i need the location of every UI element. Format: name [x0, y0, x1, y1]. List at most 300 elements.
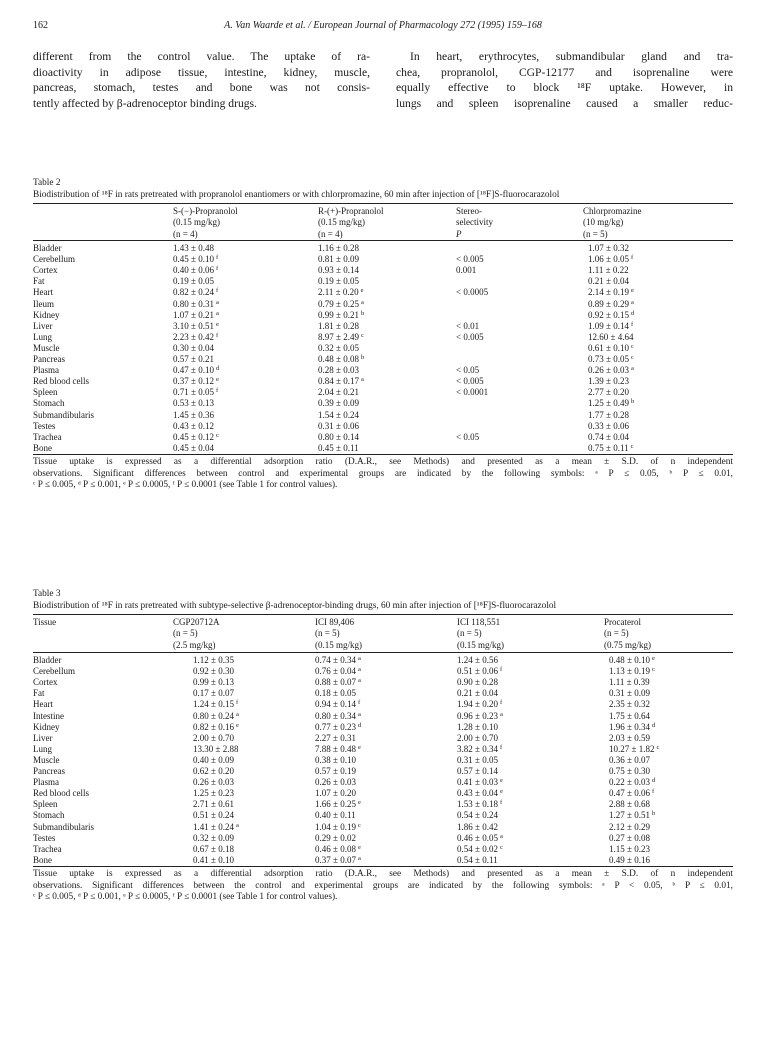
significance-marker: e — [357, 799, 361, 807]
value-cell: 0.81 ± 0.09 — [318, 254, 359, 265]
tissue-cell: Ileum — [33, 298, 54, 309]
table-row — [33, 310, 733, 321]
p-value-cell: 0.001 — [456, 265, 477, 276]
value-cell: 0.77 ± 0.23 $^d$ — [315, 721, 362, 732]
significance-marker: e — [235, 721, 239, 729]
table-row — [33, 788, 733, 799]
table-row — [33, 777, 733, 788]
p-value-cell: < 0.05 — [456, 365, 480, 376]
table-row — [33, 844, 733, 855]
tissue-cell: Heart — [33, 287, 53, 298]
value-cell: 0.51 ± 0.24 — [193, 810, 234, 821]
page-number: 162 — [33, 20, 48, 31]
value-cell: 0.73 ± 0.05 $^c$ — [588, 354, 634, 364]
tissue-cell: Testes — [33, 832, 56, 843]
value-cell: 0.45 ± 0.10 $^f$ — [173, 254, 219, 265]
table-row — [33, 410, 733, 421]
significance-marker: e — [651, 655, 655, 662]
tissue-cell: Fat — [33, 688, 45, 699]
significance-marker: a — [360, 298, 364, 306]
table-row — [33, 376, 733, 387]
value-cell: 1.54 ± 0.24 — [318, 409, 359, 420]
value-cell: 7.88 ± 0.48 $^e$ — [315, 743, 361, 754]
significance-marker: e — [357, 843, 361, 851]
body-line: tently affected by β-adrenoceptor binding drugs. — [33, 96, 257, 110]
value-cell: 0.74 ± 0.34 $^a$ — [315, 655, 361, 665]
tissue-cell: Testes — [33, 420, 56, 431]
significance-marker: c — [656, 743, 660, 751]
body-line: equally effective to block ¹⁸F uptake. However, in — [396, 81, 733, 94]
value-cell: 1.96 ± 0.34 $^d$ — [609, 721, 656, 732]
value-cell: 0.33 ± 0.06 — [588, 420, 629, 431]
table-row — [33, 332, 733, 343]
value-cell: 0.41 ± 0.10 — [193, 854, 234, 865]
value-cell: 0.47 ± 0.06 $^f$ — [609, 788, 655, 799]
value-cell: 0.22 ± 0.03 $^d$ — [609, 777, 656, 788]
significance-marker: f — [215, 387, 219, 395]
significance-marker: a — [357, 655, 361, 662]
table-row — [33, 265, 733, 276]
value-cell: 1.45 ± 0.36 — [173, 409, 214, 420]
value-cell: 2.00 ± 0.70 — [457, 732, 498, 743]
value-cell: 0.57 ± 0.14 — [457, 766, 498, 776]
value-cell: 0.61 ± 0.10 $^c$ — [588, 342, 634, 353]
value-cell: 10.27 ± 1.82 $^c$ — [609, 743, 660, 754]
tissue-cell: Trachea — [33, 843, 62, 854]
table-footnote: Tissue uptake is expressed as a differential adsorption ratio (D.A.R., see Methods) and presented as a mean ± S.D. of n independent observations. Significant differences between the control and experimental groups are indicated by the following symbols: ᵃ P < 0.05, ᵇ P ≤ 0.01, ᶜ P ≤ 0.005, ᵈ P ≤ 0.001, ᵉ P ≤ 0.0005, ᶠ P ≤ 0.0001 (see Table 1 for control values). — [33, 869, 733, 903]
value-cell: 0.18 ± 0.05 — [315, 688, 356, 699]
table-row — [33, 276, 733, 287]
table-row — [33, 354, 733, 365]
column-header: ICI 118,551 (n = 5) (0.15 mg/kg) — [457, 617, 504, 650]
tissue-cell: Lung — [33, 331, 52, 342]
significance-marker: f — [630, 320, 634, 328]
tissue-cell: Stomach — [33, 810, 65, 821]
value-cell: 0.38 ± 0.10 — [315, 754, 356, 765]
table-row — [33, 666, 733, 677]
body-line: different from the control value. The uptake of ra- — [33, 50, 370, 63]
significance-marker: a — [357, 666, 361, 674]
p-value-cell: < 0.005 — [456, 254, 484, 265]
value-cell: 0.40 ± 0.09 — [193, 754, 234, 765]
value-cell: 0.92 ± 0.15 $^d$ — [588, 309, 635, 320]
value-cell: 0.90 ± 0.28 — [457, 677, 498, 688]
significance-marker: f — [357, 699, 361, 707]
table-row — [33, 855, 733, 866]
significance-marker: f — [499, 799, 503, 807]
value-cell: 0.19 ± 0.05 — [173, 276, 214, 287]
value-cell: 0.27 ± 0.08 — [609, 832, 650, 843]
value-cell: 0.21 ± 0.04 — [588, 276, 629, 287]
value-cell: 1.28 ± 0.10 — [457, 721, 498, 732]
value-cell: 0.53 ± 0.13 — [173, 398, 214, 409]
value-cell: 0.31 ± 0.05 — [457, 754, 498, 765]
table-body — [33, 241, 733, 454]
value-cell: 2.88 ± 0.68 — [609, 799, 650, 810]
value-cell: 1.11 ± 0.22 — [588, 265, 629, 276]
tissue-cell: Cortex — [33, 265, 58, 276]
table-footnote: Tissue uptake is expressed as a differential adsorption ratio (D.A.R., see Methods) and presented as a mean ± S.D. of n independent observations. Significant differences between control and experimental groups are indicated by the following symbols: ᵃ P ≤ 0.05, ᵇ P ≤ 0.01, ᶜ P ≤ 0.005, ᵈ P ≤ 0.001, ᵉ P ≤ 0.0005, ᶠ P ≤ 0.0001 (see Table 1 for control values). — [33, 457, 733, 491]
table-caption: Biodistribution of ¹⁸F in rats pretreated with subtype-selective β-adrenoceptor-binding drugs, 60 min after injection of [¹⁸F]S-fluorocarazolol — [33, 601, 557, 611]
value-cell: 0.49 ± 0.16 — [609, 854, 650, 865]
significance-marker: c — [215, 431, 219, 439]
p-value-cell: < 0.0001 — [456, 387, 489, 398]
significance-marker: b — [630, 398, 635, 406]
value-cell: 0.51 ± 0.06 $^f$ — [457, 666, 503, 677]
tissue-column-header: Tissue — [33, 617, 57, 627]
table-row — [33, 254, 733, 265]
significance-marker: b — [651, 810, 656, 818]
table-label: Table 3 — [33, 589, 61, 599]
value-cell: 0.80 ± 0.34 $^a$ — [315, 710, 361, 721]
tissue-cell: Bone — [33, 854, 52, 865]
table-row — [33, 421, 733, 432]
table-caption: Biodistribution of ¹⁸F in rats pretreated with propranolol enantiomers or with chlorpromazine, 60 min after injection of [¹⁸F]S-fluorocarazolol — [33, 190, 560, 200]
tissue-cell: Muscle — [33, 342, 60, 353]
value-cell: 2.27 ± 0.31 — [315, 732, 356, 743]
value-cell: 0.74 ± 0.04 — [588, 431, 629, 442]
body-line: lungs and spleen isoprenaline caused a smaller reduc- — [396, 96, 733, 110]
table-row — [33, 432, 733, 443]
column-header: CGP20712A (n = 5) (2.5 mg/kg) — [173, 617, 220, 650]
value-cell: 0.29 ± 0.02 — [315, 832, 356, 843]
table-header — [33, 204, 733, 240]
value-cell: 0.21 ± 0.04 — [457, 688, 498, 699]
value-cell: 0.57 ± 0.19 — [315, 766, 356, 776]
value-cell: 1.24 ± 0.15 $^f$ — [193, 699, 239, 710]
tissue-cell: Pancreas — [33, 354, 65, 364]
value-cell: 2.12 ± 0.29 — [609, 821, 650, 832]
value-cell: 0.39 ± 0.09 — [318, 398, 359, 409]
table-2 — [33, 177, 733, 492]
page-header — [33, 20, 733, 36]
value-cell: 0.48 ± 0.08 $^b$ — [318, 354, 365, 364]
value-cell: 0.48 ± 0.10 $^e$ — [609, 655, 655, 665]
table-bottom-rule — [33, 866, 733, 867]
significance-marker: a — [215, 309, 219, 317]
tissue-cell: Liver — [33, 320, 53, 331]
value-cell: 0.31 ± 0.06 — [318, 420, 359, 431]
value-cell: 0.94 ± 0.14 $^f$ — [315, 699, 361, 710]
p-value-cell: < 0.0005 — [456, 287, 489, 298]
value-cell: 0.96 ± 0.23 $^a$ — [457, 710, 503, 721]
tissue-cell: Cortex — [33, 677, 58, 688]
value-cell: 0.37 ± 0.12 $^e$ — [173, 376, 219, 387]
value-cell: 2.03 ± 0.59 — [609, 732, 650, 743]
significance-marker: f — [499, 699, 503, 707]
value-cell: 0.82 ± 0.24 $^f$ — [173, 287, 219, 298]
value-cell: 1.27 ± 0.51 $^b$ — [609, 810, 656, 821]
value-cell: 1.43 ± 0.48 — [173, 243, 214, 253]
tissue-cell: Cerebellum — [33, 666, 75, 677]
value-cell: 0.99 ± 0.21 $^b$ — [318, 309, 365, 320]
table-row — [33, 299, 733, 310]
value-cell: 8.97 ± 2.49 $^c$ — [318, 331, 364, 342]
tissue-cell: Bone — [33, 442, 52, 453]
significance-marker: b — [360, 309, 365, 317]
column-header: ICI 89,406 (n = 5) (0.15 mg/kg) — [315, 617, 362, 650]
table-row — [33, 810, 733, 821]
value-cell: 2.11 ± 0.20 $^e$ — [318, 287, 364, 298]
value-cell: 0.99 ± 0.13 — [193, 677, 234, 688]
significance-marker: a — [357, 710, 361, 718]
value-cell: 2.35 ± 0.32 — [609, 699, 650, 710]
value-cell: 0.88 ± 0.07 $^a$ — [315, 677, 361, 688]
value-cell: 1.81 ± 0.28 — [318, 320, 359, 331]
significance-marker: c — [630, 342, 634, 350]
significance-marker: d — [651, 721, 656, 729]
value-cell: 1.77 ± 0.28 — [588, 409, 629, 420]
significance-marker: f — [630, 254, 634, 262]
value-cell: 1.15 ± 0.23 — [609, 843, 650, 854]
tissue-cell: Kidney — [33, 721, 60, 732]
value-cell: 1.04 ± 0.19 $^c$ — [315, 821, 361, 832]
value-cell: 1.11 ± 0.39 — [609, 677, 650, 688]
value-cell: 0.45 ± 0.12 $^c$ — [173, 431, 219, 442]
tissue-cell: Red blood cells — [33, 376, 89, 387]
significance-marker: c — [651, 666, 655, 674]
table-row — [33, 833, 733, 844]
tissue-cell: Lung — [33, 743, 52, 754]
value-cell: 1.16 ± 0.28 — [318, 243, 359, 253]
table-row — [33, 744, 733, 755]
value-cell: 0.82 ± 0.16 $^e$ — [193, 721, 239, 732]
value-cell: 0.36 ± 0.07 — [609, 754, 650, 765]
table-3 — [33, 588, 733, 904]
tissue-cell: Fat — [33, 276, 45, 287]
significance-marker: e — [360, 287, 364, 295]
significance-marker: a — [357, 677, 361, 685]
value-cell: 0.80 ± 0.24 $^a$ — [193, 710, 239, 721]
significance-marker: e — [357, 743, 361, 751]
significance-marker: c — [630, 354, 634, 361]
value-cell: 2.71 ± 0.61 — [193, 799, 234, 810]
table-row — [33, 722, 733, 733]
value-cell: 0.31 ± 0.09 — [609, 688, 650, 699]
value-cell: 1.25 ± 0.49 $^b$ — [588, 398, 635, 409]
tissue-cell: Liver — [33, 732, 53, 743]
value-cell: 0.46 ± 0.05 $^a$ — [457, 832, 503, 843]
value-cell: 0.79 ± 0.25 $^a$ — [318, 298, 364, 309]
table-row — [33, 733, 733, 744]
significance-marker: a — [360, 376, 364, 384]
table-row — [33, 655, 733, 666]
value-cell: 1.53 ± 0.18 $^f$ — [457, 799, 503, 810]
significance-marker: a — [630, 365, 634, 373]
tissue-cell: Stomach — [33, 398, 65, 409]
significance-marker: a — [235, 821, 239, 829]
running-title: A. Van Waarde et al. / European Journal of Pharmacology 272 (1995) 159–168 — [224, 20, 542, 31]
body-line: chea, propranolol, CGP-12177 and isoprenaline were — [396, 65, 733, 79]
table-row — [33, 766, 733, 777]
table-body — [33, 653, 733, 866]
table-label: Table 2 — [33, 178, 61, 188]
significance-marker: e — [499, 777, 503, 785]
tissue-cell: Pancreas — [33, 766, 65, 776]
value-cell: 0.76 ± 0.04 $^a$ — [315, 666, 361, 677]
value-cell: 0.30 ± 0.04 — [173, 342, 214, 353]
significance-marker: d — [357, 721, 362, 729]
column-header: S-(−)-Propranolol (0.15 mg/kg) (n = 4) — [173, 206, 238, 239]
value-cell: 0.54 ± 0.11 — [457, 854, 498, 865]
tissue-cell: Plasma — [33, 777, 59, 788]
tissue-cell: Red blood cells — [33, 788, 89, 799]
value-cell: 1.24 ± 0.56 — [457, 655, 498, 665]
value-cell: 0.80 ± 0.14 — [318, 431, 359, 442]
tissue-cell: Heart — [33, 699, 53, 710]
tissue-cell: Kidney — [33, 309, 60, 320]
value-cell: 0.26 ± 0.03 — [193, 777, 234, 788]
tissue-cell: Spleen — [33, 799, 58, 810]
tissue-cell: Submandibularis — [33, 821, 94, 832]
table-row — [33, 343, 733, 354]
significance-marker: c — [360, 331, 364, 339]
column-header: Procaterol (n = 5) (0.75 mg/kg) — [604, 617, 651, 650]
value-cell: 0.32 ± 0.09 — [193, 832, 234, 843]
significance-marker: c — [357, 821, 361, 829]
value-cell: 12.60 ± 4.64 — [588, 331, 634, 342]
significance-marker: e — [630, 287, 634, 295]
significance-marker: f — [651, 788, 655, 796]
column-header: Chlorpromazine (10 mg/kg) (n = 5) — [583, 206, 642, 239]
significance-marker: d — [651, 777, 656, 785]
value-cell: 13.30 ± 2.88 — [193, 743, 239, 754]
value-cell: 1.25 ± 0.23 — [193, 788, 234, 799]
tissue-cell: Intestine — [33, 710, 64, 721]
significance-marker: f — [215, 331, 219, 339]
value-cell: 0.92 ± 0.30 — [193, 666, 234, 677]
tissue-cell: Submandibularis — [33, 409, 94, 420]
table-row — [33, 711, 733, 722]
value-cell: 0.75 ± 0.11 $^c$ — [588, 442, 634, 453]
tissue-cell: Spleen — [33, 387, 58, 398]
value-cell: 1.66 ± 0.25 $^e$ — [315, 799, 361, 810]
value-cell: 0.19 ± 0.05 — [318, 276, 359, 287]
value-cell: 1.07 ± 0.32 — [588, 243, 629, 253]
value-cell: 2.04 ± 0.21 — [318, 387, 359, 398]
value-cell: 2.00 ± 0.70 — [193, 732, 234, 743]
table-header — [33, 615, 733, 652]
significance-marker: f — [499, 666, 503, 674]
value-cell: 0.80 ± 0.31 $^a$ — [173, 298, 219, 309]
table-row — [33, 443, 733, 454]
value-cell: 1.07 ± 0.21 $^a$ — [173, 309, 219, 320]
significance-marker: d — [630, 309, 635, 317]
table-row — [33, 287, 733, 298]
significance-marker: a — [235, 710, 239, 718]
table-row — [33, 321, 733, 332]
value-cell: 0.28 ± 0.03 — [318, 365, 359, 376]
value-cell: 0.84 ± 0.17 $^a$ — [318, 376, 364, 387]
body-column-left — [33, 49, 370, 111]
significance-marker: f — [215, 254, 219, 262]
value-cell: 0.71 ± 0.05 $^f$ — [173, 387, 219, 398]
value-cell: 0.46 ± 0.08 $^e$ — [315, 843, 361, 854]
value-cell: 0.54 ± 0.24 — [457, 810, 498, 821]
significance-marker: c — [499, 843, 503, 851]
value-cell: 0.26 ± 0.03 $^a$ — [588, 365, 634, 376]
value-cell: 3.10 ± 0.51 $^e$ — [173, 320, 219, 331]
p-value-cell: < 0.005 — [456, 376, 484, 387]
significance-marker: e — [499, 788, 503, 796]
value-cell: 0.54 ± 0.02 $^c$ — [457, 843, 503, 854]
value-cell: 2.14 ± 0.19 $^e$ — [588, 287, 634, 298]
column-header: Stereo- selectivity P — [456, 206, 493, 239]
value-cell: 0.41 ± 0.03 $^e$ — [457, 777, 503, 788]
table-row — [33, 398, 733, 409]
significance-marker: f — [215, 287, 219, 295]
value-cell: 1.41 ± 0.24 $^a$ — [193, 821, 239, 832]
value-cell: 0.37 ± 0.07 $^a$ — [315, 854, 361, 865]
value-cell: 0.75 ± 0.30 — [609, 766, 650, 776]
significance-marker: c — [630, 442, 634, 450]
value-cell: 1.12 ± 0.35 — [193, 655, 234, 665]
table-row — [33, 822, 733, 833]
table-row — [33, 243, 733, 254]
body-line: In heart, erythrocytes, submandibular gland and tra- — [410, 50, 733, 63]
table-row — [33, 387, 733, 398]
value-cell: 1.94 ± 0.20 $^f$ — [457, 699, 503, 710]
value-cell: 0.43 ± 0.12 — [173, 420, 214, 431]
value-cell: 0.67 ± 0.18 — [193, 843, 234, 854]
value-cell: 1.39 ± 0.23 — [588, 376, 629, 387]
value-cell: 0.62 ± 0.20 — [193, 766, 234, 776]
significance-marker: b — [360, 354, 365, 361]
value-cell: 3.82 ± 0.34 $^f$ — [457, 743, 503, 754]
significance-marker: a — [499, 832, 503, 840]
significance-marker: a — [499, 710, 503, 718]
tissue-cell: Trachea — [33, 431, 62, 442]
significance-marker: e — [215, 376, 219, 384]
value-cell: 0.45 ± 0.11 — [318, 442, 359, 453]
value-cell: 2.77 ± 0.20 — [588, 387, 629, 398]
body-column-right — [396, 49, 733, 111]
significance-marker: a — [630, 298, 634, 306]
value-cell: 0.40 ± 0.06 $^f$ — [173, 265, 219, 276]
body-line: dioactivity in adipose tissue, intestine, kidney, muscle, — [33, 65, 370, 79]
p-value-cell: < 0.005 — [456, 331, 484, 342]
table-row — [33, 677, 733, 688]
p-value-cell: < 0.05 — [456, 431, 480, 442]
value-cell: 1.75 ± 0.64 — [609, 710, 650, 721]
tissue-cell: Bladder — [33, 655, 62, 665]
tissue-cell: Muscle — [33, 754, 60, 765]
value-cell: 0.57 ± 0.21 — [173, 354, 214, 364]
column-header: R-(+)-Propranolol (0.15 mg/kg) (n = 4) — [318, 206, 384, 239]
value-cell: 1.09 ± 0.14 $^f$ — [588, 320, 634, 331]
value-cell: 0.26 ± 0.03 — [315, 777, 356, 788]
table-row — [33, 688, 733, 699]
tissue-cell: Plasma — [33, 365, 59, 376]
value-cell: 0.40 ± 0.11 — [315, 810, 356, 821]
value-cell: 0.32 ± 0.05 — [318, 342, 359, 353]
tissue-cell: Cerebellum — [33, 254, 75, 265]
value-cell: 0.89 ± 0.29 $^a$ — [588, 298, 634, 309]
body-line: pancreas, stomach, testes and bone was not consis- — [33, 81, 370, 94]
value-cell: 1.07 ± 0.20 — [315, 788, 356, 799]
value-cell: 0.45 ± 0.04 — [173, 442, 214, 453]
value-cell: 0.93 ± 0.14 — [318, 265, 359, 276]
value-cell: 0.43 ± 0.04 $^e$ — [457, 788, 503, 799]
value-cell: 1.13 ± 0.19 $^c$ — [609, 666, 655, 677]
significance-marker: a — [215, 298, 219, 306]
significance-marker: d — [215, 365, 220, 373]
p-value-cell: < 0.01 — [456, 320, 480, 331]
value-cell: 0.47 ± 0.10 $^d$ — [173, 365, 220, 376]
table-row — [33, 699, 733, 710]
significance-marker: f — [499, 743, 503, 751]
significance-marker: a — [357, 854, 361, 862]
